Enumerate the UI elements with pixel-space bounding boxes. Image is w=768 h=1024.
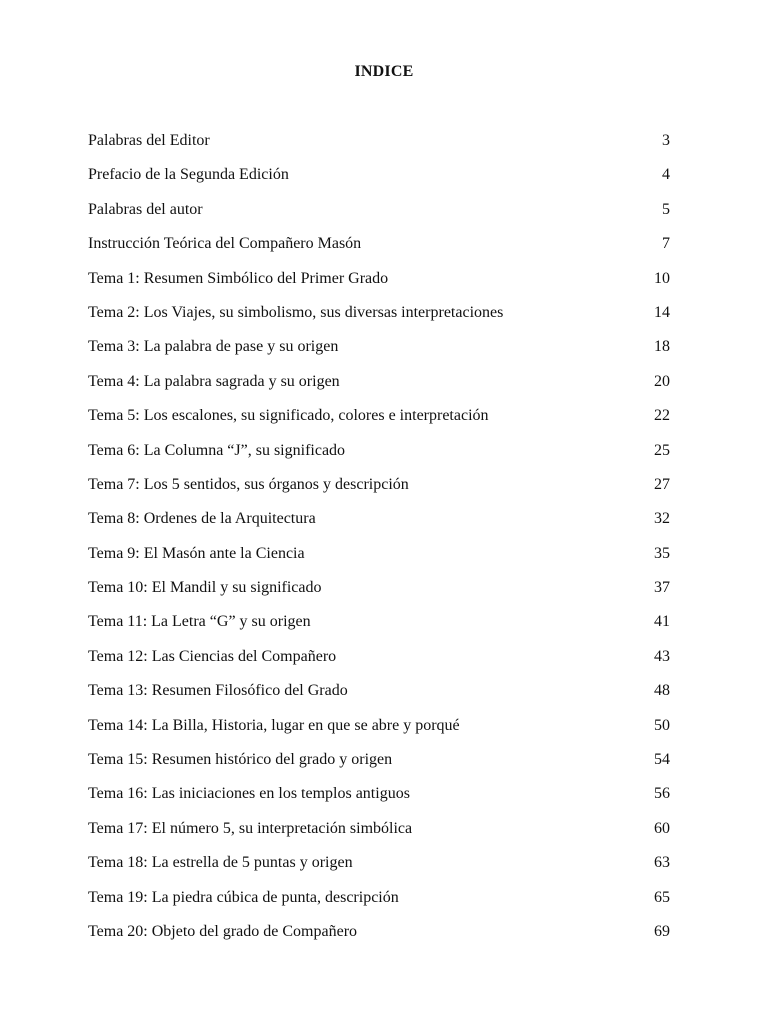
toc-entry xyxy=(88,131,670,165)
toc-entry xyxy=(88,475,670,509)
toc-entry-title: Tema 6: La Columna “J”, su significado xyxy=(88,441,346,459)
toc-entry-title: Palabras del Editor xyxy=(88,132,210,149)
toc-entry xyxy=(88,888,670,922)
toc-entry-title: Tema 2: Los Viajes, su simbolismo, sus diversas interpretaciones xyxy=(88,303,504,321)
toc-entry-title: Tema 9: El Masón ante la Ciencia xyxy=(88,544,305,562)
toc-entry-page: 7 xyxy=(662,235,670,253)
toc-entry xyxy=(88,647,670,681)
toc-entry xyxy=(88,441,670,475)
toc-entry xyxy=(88,612,670,646)
toc-entry xyxy=(88,922,670,956)
toc-entry-title: Tema 17: El número 5, su interpretación simbólica xyxy=(88,819,413,837)
toc-entry-page: 35 xyxy=(654,544,670,562)
toc-entry-title: Tema 16: Las iniciaciones en los templos antiguos xyxy=(88,785,410,803)
table-of-contents xyxy=(88,131,670,956)
toc-entry-page: 27 xyxy=(654,475,670,493)
toc-entry-title: Tema 14: La Billa, Historia, lugar en que se abre y porqué xyxy=(88,716,460,734)
toc-entry-title: Tema 19: La piedra cúbica de punta, descripción xyxy=(88,888,399,906)
toc-entry-page: 43 xyxy=(654,647,670,665)
toc-entry-title: Tema 1: Resumen Simbólico del Primer Grado xyxy=(88,269,389,287)
toc-entry xyxy=(88,509,670,543)
toc-entry-page: 5 xyxy=(662,200,670,218)
toc-entry-page: 63 xyxy=(654,854,670,872)
toc-entry-title: Tema 13: Resumen Filosófico del Grado xyxy=(88,682,348,700)
toc-entry-page: 32 xyxy=(654,510,670,528)
page-title: INDICE xyxy=(354,63,414,80)
toc-entry xyxy=(88,716,670,750)
toc-entry-title: Tema 8: Ordenes de la Arquitectura xyxy=(88,510,316,528)
toc-entry-title: Tema 18: La estrella de 5 puntas y origen xyxy=(88,854,353,872)
toc-entry-page: 60 xyxy=(654,819,670,837)
toc-entry xyxy=(88,681,670,715)
toc-entry-title: Palabras del autor xyxy=(88,200,203,218)
toc-entry-page: 65 xyxy=(654,888,670,906)
toc-entry-title: Prefacio de la Segunda Edición xyxy=(88,166,289,184)
toc-entry-title: Tema 5: Los escalones, su significado, colores e interpretación xyxy=(88,407,489,425)
toc-entry-page: 20 xyxy=(654,372,670,390)
toc-entry xyxy=(88,165,670,199)
toc-entry xyxy=(88,269,670,303)
toc-entry xyxy=(88,784,670,818)
toc-entry-page: 41 xyxy=(654,613,670,631)
toc-entry-title: Tema 15: Resumen histórico del grado y origen xyxy=(88,751,393,769)
toc-entry xyxy=(88,337,670,371)
toc-entry xyxy=(88,750,670,784)
toc-entry xyxy=(88,200,670,234)
toc-entry xyxy=(88,819,670,853)
toc-entry-title: Tema 11: La Letra “G” y su origen xyxy=(88,613,311,631)
toc-entry xyxy=(88,234,670,268)
toc-entry-title: Instrucción Teórica del Compañero Masón xyxy=(88,235,362,253)
toc-entry-page: 10 xyxy=(654,269,670,287)
toc-entry-page: 25 xyxy=(654,441,670,459)
toc-entry-page: 48 xyxy=(654,682,670,700)
toc-entry xyxy=(88,372,670,406)
toc-entry-title: Tema 12: Las Ciencias del Compañero xyxy=(88,647,337,665)
toc-entry-page: 50 xyxy=(654,716,670,734)
toc-entry-title: Tema 7: Los 5 sentidos, sus órganos y descripción xyxy=(88,475,409,493)
toc-entry-page: 18 xyxy=(654,338,670,356)
toc-entry xyxy=(88,853,670,887)
toc-entry xyxy=(88,544,670,578)
toc-entry-page: 4 xyxy=(662,166,670,184)
toc-entry-title: Tema 10: El Mandil y su significado xyxy=(88,579,322,597)
toc-entry-page: 14 xyxy=(654,303,670,321)
toc-entry-page: 54 xyxy=(654,751,670,769)
toc-entry xyxy=(88,406,670,440)
toc-entry-page: 22 xyxy=(654,407,670,425)
toc-entry-page: 37 xyxy=(654,579,670,597)
toc-entry-title: Tema 20: Objeto del grado de Compañero xyxy=(88,922,358,940)
toc-entry-title: Tema 4: La palabra sagrada y su origen xyxy=(88,372,340,390)
toc-entry xyxy=(88,303,670,337)
toc-entry xyxy=(88,578,670,612)
toc-entry-page: 69 xyxy=(654,922,670,940)
toc-entry-page: 3 xyxy=(662,132,670,149)
toc-entry-page: 56 xyxy=(654,785,670,803)
toc-entry-title: Tema 3: La palabra de pase y su origen xyxy=(88,338,339,356)
